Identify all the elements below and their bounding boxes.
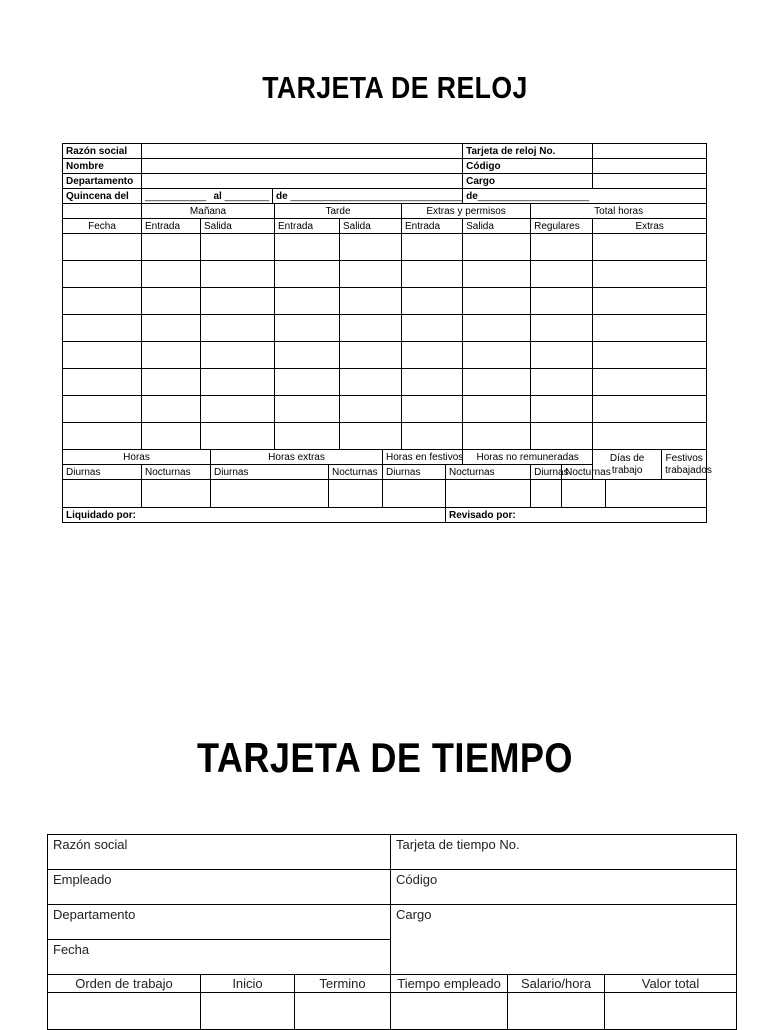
nocturnas-header: Nocturnas [142, 465, 211, 480]
liquidado-por-field[interactable]: Liquidado por: [63, 508, 446, 523]
al-cell [211, 189, 273, 204]
tiempo-info-row [48, 835, 737, 870]
empleado-field[interactable]: Empleado [48, 870, 391, 905]
entrada-header: Entrada [142, 219, 201, 234]
table-row[interactable] [63, 315, 707, 342]
de2-label: de [466, 190, 478, 202]
entrada-header: Entrada [402, 219, 463, 234]
entrada-header: Entrada [275, 219, 340, 234]
departamento-field[interactable]: Departamento [48, 905, 391, 940]
quincena-label: Quincena del [63, 189, 142, 204]
tiempo-form [47, 834, 737, 1030]
total-horas-header: Total horas [531, 204, 707, 219]
de-label: de [276, 190, 288, 202]
fecha-group-cell [63, 204, 142, 219]
tarde-header: Tarde [275, 204, 402, 219]
diurnas-header: Diurnas [211, 465, 329, 480]
tiempo-header-row [48, 975, 737, 993]
reloj-title: TARJETA DE RELOJ [262, 70, 528, 105]
tarjeta-no-field[interactable] [593, 144, 707, 159]
fecha-header: Fecha [63, 219, 142, 234]
salida-header: Salida [463, 219, 531, 234]
tarjeta-no-label: Tarjeta de reloj No. [463, 144, 593, 159]
de2-cell [463, 189, 707, 204]
cargo-field[interactable] [593, 174, 707, 189]
horas-header: Horas [63, 450, 211, 465]
inicio-header: Inicio [201, 975, 295, 993]
nocturnas-header: Nocturnas [329, 465, 383, 480]
dias-trabajo-header: Días de trabajo [593, 450, 662, 480]
al-field[interactable]: ________ [224, 190, 270, 202]
codigo-label: Código [463, 159, 593, 174]
festivos-trabajados-header: Festivos trabajados [662, 450, 707, 480]
diurnas-header: Diurnas [383, 465, 446, 480]
table-row[interactable] [63, 342, 707, 369]
group-header-row [63, 204, 707, 219]
nombre-field[interactable] [142, 159, 463, 174]
codigo-field[interactable]: Código [391, 870, 737, 905]
valor-total-header: Valor total [605, 975, 737, 993]
al-label: al [213, 190, 222, 202]
reloj-info-row [63, 144, 707, 159]
tiempo-info-row [48, 905, 737, 940]
departamento-field[interactable] [142, 174, 463, 189]
column-header-row [63, 219, 707, 234]
reloj-info-row [63, 174, 707, 189]
horas-no-remuneradas-header: Horas no remuneradas [463, 450, 593, 465]
de2-field[interactable]: ____________________ [477, 190, 590, 202]
horas-festivos-header: Horas en festivos [383, 450, 463, 465]
regulares-header: Regulares [531, 219, 593, 234]
quincena-start-field[interactable]: ___________ [142, 189, 211, 204]
codigo-field[interactable] [593, 159, 707, 174]
departamento-label: Departamento [63, 174, 142, 189]
table-row[interactable] [63, 288, 707, 315]
summary-col-row [63, 465, 707, 480]
tiempo-title: TARJETA DE TIEMPO [197, 734, 573, 781]
table-row[interactable] [63, 261, 707, 288]
tiempo-info-row [48, 870, 737, 905]
quincena-row [63, 189, 707, 204]
table-row[interactable] [48, 993, 737, 1030]
salida-header: Salida [201, 219, 275, 234]
razon-social-field[interactable] [142, 144, 463, 159]
summary-value-row[interactable] [63, 480, 707, 508]
table-row[interactable] [63, 423, 707, 450]
extras-permisos-header: Extras y permisos [402, 204, 531, 219]
orden-trabajo-header: Orden de trabajo [48, 975, 201, 993]
nocturnas-header: Nocturnas [562, 465, 606, 480]
extras-header: Extras [593, 219, 707, 234]
nombre-label: Nombre [63, 159, 142, 174]
summary-group-row [63, 450, 707, 465]
fecha-field[interactable]: Fecha [48, 940, 391, 975]
table-row[interactable] [63, 396, 707, 423]
salida-header: Salida [340, 219, 402, 234]
diurnas-header: Diurnas [63, 465, 142, 480]
horas-extras-header: Horas extras [211, 450, 383, 465]
signature-row [63, 508, 707, 523]
termino-header: Termino [295, 975, 391, 993]
table-row[interactable] [63, 234, 707, 261]
cargo-label: Cargo [463, 174, 593, 189]
razon-social-label: Razón social [63, 144, 142, 159]
reloj-info-row [63, 159, 707, 174]
diurnas-header: Diurnas [531, 465, 562, 480]
table-row[interactable] [63, 369, 707, 396]
salario-hora-header: Salario/hora [508, 975, 605, 993]
nocturnas-header: Nocturnas [446, 465, 531, 480]
revisado-por-field[interactable]: Revisado por: [446, 508, 707, 523]
de-field[interactable]: _______________________________ [290, 190, 463, 202]
reloj-form [62, 143, 712, 523]
manana-header: Mañana [142, 204, 275, 219]
tiempo-empleado-header: Tiempo empleado [391, 975, 508, 993]
cargo-field[interactable]: Cargo [391, 905, 737, 975]
tarjeta-tiempo-no-field[interactable]: Tarjeta de tiempo No. [391, 835, 737, 870]
razon-social-field[interactable]: Razón social [48, 835, 391, 870]
de-cell [273, 189, 463, 204]
